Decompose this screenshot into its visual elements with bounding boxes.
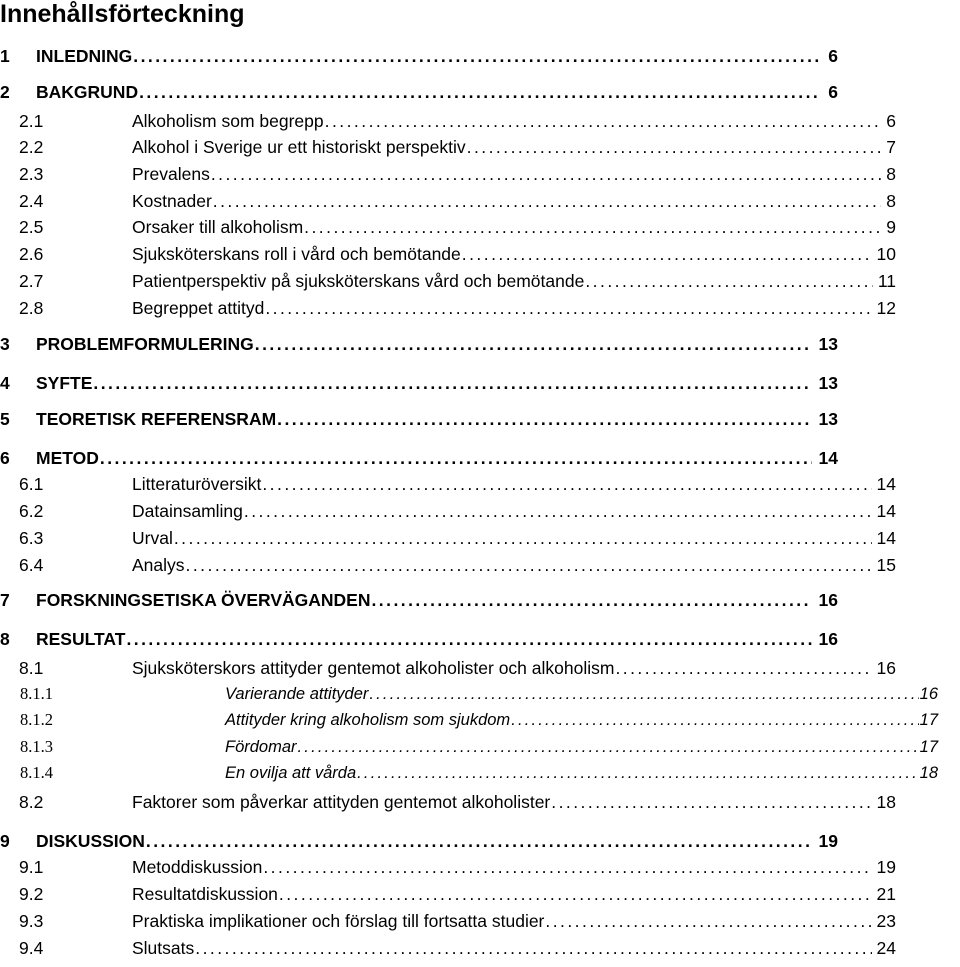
dot-leader xyxy=(371,589,811,611)
toc-entry-page-number: 16 xyxy=(818,590,838,610)
toc-entry-title: FORSKNINGSETISKA ÖVERVÄGANDEN xyxy=(36,590,371,610)
dot-leader xyxy=(304,216,881,238)
toc-entry-title: Analys xyxy=(132,555,185,575)
toc-entry[interactable] xyxy=(19,500,896,522)
dot-leader xyxy=(186,554,872,576)
dot-leader xyxy=(298,736,919,758)
dot-leader xyxy=(213,190,881,212)
dot-leader xyxy=(277,408,811,430)
toc-entry[interactable] xyxy=(0,447,838,469)
toc-entry-number: 2.5 xyxy=(19,217,44,237)
toc-entry-title: Patientperspektiv på sjuksköterskans vård och bemötande xyxy=(132,271,585,291)
toc-entry-number: 6.2 xyxy=(19,501,44,521)
toc-entry-number: 6 xyxy=(0,448,10,468)
toc-entry-number: 2.7 xyxy=(19,271,44,291)
toc-entry-number: 5 xyxy=(0,409,10,429)
toc-entry-title: TEORETISK REFERENSRAM xyxy=(36,409,277,429)
toc-entry-title: Sjuksköterskans roll i vård och bemötande xyxy=(132,244,461,264)
toc-entry-number: 6.3 xyxy=(19,528,44,548)
toc-entry-number: 2.6 xyxy=(19,244,44,264)
toc-entry-title: Alkoholism som begrepp xyxy=(132,111,324,131)
dot-leader xyxy=(263,856,871,878)
toc-entry-page-number: 6 xyxy=(828,82,838,102)
toc-entry[interactable] xyxy=(19,297,896,319)
dot-leader xyxy=(139,81,821,103)
toc-entry-page-number: 18 xyxy=(876,792,896,812)
toc-entry-page-number: 11 xyxy=(877,271,896,291)
toc-entry[interactable] xyxy=(19,856,896,878)
toc-entry-title: RESULTAT xyxy=(36,629,126,649)
dot-leader xyxy=(545,910,871,932)
toc-entry-page-number: 19 xyxy=(876,857,896,877)
toc-entry-page-number: 18 xyxy=(919,764,938,782)
toc-entry-title: Begreppet attityd xyxy=(132,298,265,318)
dot-leader xyxy=(325,110,882,132)
toc-entry-title: METOD xyxy=(36,448,99,468)
toc-entry-number: 7 xyxy=(0,590,10,610)
dot-leader xyxy=(369,683,918,705)
toc-entry[interactable] xyxy=(20,709,938,731)
toc-entry[interactable] xyxy=(19,216,896,238)
toc-entry-page-number: 13 xyxy=(818,409,838,429)
toc-entry-number: 8 xyxy=(0,629,10,649)
dot-leader xyxy=(211,163,881,185)
toc-entry-number: 2.4 xyxy=(19,191,44,211)
toc-entry-title: En ovilja att vårda xyxy=(225,764,357,782)
dot-leader xyxy=(126,628,811,650)
toc-entry-number: 9.2 xyxy=(19,884,44,904)
toc-entry-page-number: 6 xyxy=(886,111,896,131)
toc-entry[interactable] xyxy=(19,791,896,813)
toc-entry-number: 9.4 xyxy=(19,938,44,958)
toc-entry[interactable] xyxy=(0,589,838,611)
toc-entry[interactable] xyxy=(19,527,896,549)
toc-entry-number: 9 xyxy=(0,831,10,851)
toc-entry[interactable] xyxy=(0,372,838,394)
toc-entry-number: 8.2 xyxy=(19,792,44,812)
toc-entry[interactable] xyxy=(19,473,896,495)
toc-entry-number: 2.1 xyxy=(19,111,44,131)
dot-leader xyxy=(174,527,872,549)
toc-entry-page-number: 10 xyxy=(876,244,896,264)
toc-entry[interactable] xyxy=(19,110,896,132)
toc-entry-title: Fördomar xyxy=(225,738,297,756)
toc-entry-title: Datainsamling xyxy=(132,501,243,521)
toc-entry-number: 9.1 xyxy=(19,857,44,877)
toc-entry[interactable] xyxy=(19,243,896,265)
dot-leader xyxy=(93,372,811,394)
toc-entry[interactable] xyxy=(19,910,896,932)
toc-entry-title: Sjuksköterskors attityder gentemot alkoholister och alkoholism xyxy=(132,658,615,678)
dot-leader xyxy=(462,243,872,265)
toc-entry-title: DISKUSSION xyxy=(36,831,145,851)
toc-entry-page-number: 16 xyxy=(876,658,896,678)
toc-entry[interactable] xyxy=(0,81,838,103)
toc-entry[interactable] xyxy=(0,408,838,430)
toc-entry-page-number: 13 xyxy=(818,334,838,354)
toc-entry[interactable] xyxy=(0,628,838,650)
toc-entry-title: BAKGRUND xyxy=(36,82,139,102)
toc-entry-page-number: 8 xyxy=(886,164,896,184)
toc-entry-page-number: 16 xyxy=(818,629,838,649)
toc-entry[interactable] xyxy=(19,937,896,959)
toc-entry-title: Varierande attityder xyxy=(225,685,369,703)
toc-entry-page-number: 14 xyxy=(876,474,896,494)
toc-entry-page-number: 6 xyxy=(828,46,838,66)
toc-entry-number: 1 xyxy=(0,46,10,66)
toc-entry-title: SYFTE xyxy=(36,373,93,393)
dot-leader xyxy=(133,45,821,67)
page-title: Innehållsförteckning xyxy=(0,0,245,28)
dot-leader xyxy=(244,500,872,522)
toc-entry-number: 8.1.4 xyxy=(20,763,53,782)
dot-leader xyxy=(279,883,872,905)
toc-entry-page-number: 14 xyxy=(876,501,896,521)
toc-entry[interactable] xyxy=(19,883,896,905)
dot-leader xyxy=(195,937,871,959)
toc-entry-number: 4 xyxy=(0,373,10,393)
toc-entry[interactable] xyxy=(19,270,896,292)
toc-entry-number: 2.2 xyxy=(19,137,44,157)
toc-entry-page-number: 17 xyxy=(919,711,938,729)
toc-entry-number: 8.1.1 xyxy=(20,684,53,703)
toc-entry-title: Resultatdiskussion xyxy=(132,884,278,904)
toc-entry[interactable] xyxy=(20,683,938,705)
dot-leader xyxy=(357,762,918,784)
dot-leader xyxy=(262,473,871,495)
toc-entry-page-number: 17 xyxy=(919,738,938,756)
toc-entry[interactable] xyxy=(20,736,938,758)
dot-leader xyxy=(511,709,918,731)
toc-entry-title: Orsaker till alkoholism xyxy=(132,217,304,237)
toc-entry-number: 3 xyxy=(0,334,10,354)
toc-entry-title: Metoddiskussion xyxy=(132,857,263,877)
toc-entry-number: 6.4 xyxy=(19,555,44,575)
toc-entry-number: 2.8 xyxy=(19,298,44,318)
toc-entry-title: INLEDNING xyxy=(36,46,133,66)
toc-entry-page-number: 7 xyxy=(886,137,896,157)
toc-entry[interactable] xyxy=(19,657,896,679)
toc-entry-page-number: 15 xyxy=(876,555,896,575)
toc-entry-page-number: 23 xyxy=(876,911,896,931)
toc-entry-title: Alkohol i Sverige ur ett historiskt perspektiv xyxy=(132,137,466,157)
toc-entry[interactable] xyxy=(19,190,896,212)
dot-leader xyxy=(146,830,812,852)
dot-leader xyxy=(551,791,871,813)
toc-entry-number: 8.1.2 xyxy=(20,710,53,729)
toc-entry-page-number: 14 xyxy=(876,528,896,548)
toc-entry-title: Prevalens xyxy=(132,164,210,184)
toc-entry-title: Urval xyxy=(132,528,173,548)
dot-leader xyxy=(585,270,872,292)
dot-leader xyxy=(100,447,812,469)
toc-entry-title: Praktiska implikationer och förslag till fortsatta studier xyxy=(132,911,545,931)
toc-entry[interactable] xyxy=(19,554,896,576)
toc-entry[interactable] xyxy=(0,333,838,355)
dot-leader xyxy=(255,333,812,355)
toc-entry-number: 8.1.3 xyxy=(20,737,53,756)
toc-entry-number: 9.3 xyxy=(19,911,44,931)
dot-leader xyxy=(615,657,871,679)
toc-entry-title: Faktorer som påverkar attityden gentemot alkoholister xyxy=(132,792,551,812)
toc-entry[interactable] xyxy=(19,163,896,185)
toc-entry-page-number: 9 xyxy=(886,217,896,237)
toc-entry-number: 6.1 xyxy=(19,474,44,494)
toc-entry-title: Slutsats xyxy=(132,938,195,958)
toc-entry-page-number: 21 xyxy=(876,884,896,904)
toc-entry[interactable] xyxy=(0,45,838,67)
toc-entry-page-number: 12 xyxy=(876,298,896,318)
toc-entry-title: Attityder kring alkoholism som sjukdom xyxy=(225,711,511,729)
toc-entry[interactable] xyxy=(20,762,938,784)
toc-entry-page-number: 24 xyxy=(876,938,896,958)
dot-leader xyxy=(265,297,871,319)
toc-entry-page-number: 8 xyxy=(886,191,896,211)
toc-entry[interactable] xyxy=(19,136,896,158)
toc-entry-title: Litteraturöversikt xyxy=(132,474,262,494)
dot-leader xyxy=(467,136,882,158)
toc-entry[interactable] xyxy=(0,830,838,852)
toc-entry-page-number: 14 xyxy=(818,448,838,468)
toc-entry-title: Kostnader xyxy=(132,191,212,211)
toc-entry-page-number: 19 xyxy=(818,831,838,851)
toc-entry-number: 2.3 xyxy=(19,164,44,184)
toc-entry-number: 2 xyxy=(0,82,10,102)
toc-entry-page-number: 16 xyxy=(919,685,938,703)
toc-entry-title: PROBLEMFORMULERING xyxy=(36,334,254,354)
toc-entry-page-number: 13 xyxy=(818,373,838,393)
toc-entry-number: 8.1 xyxy=(19,658,44,678)
